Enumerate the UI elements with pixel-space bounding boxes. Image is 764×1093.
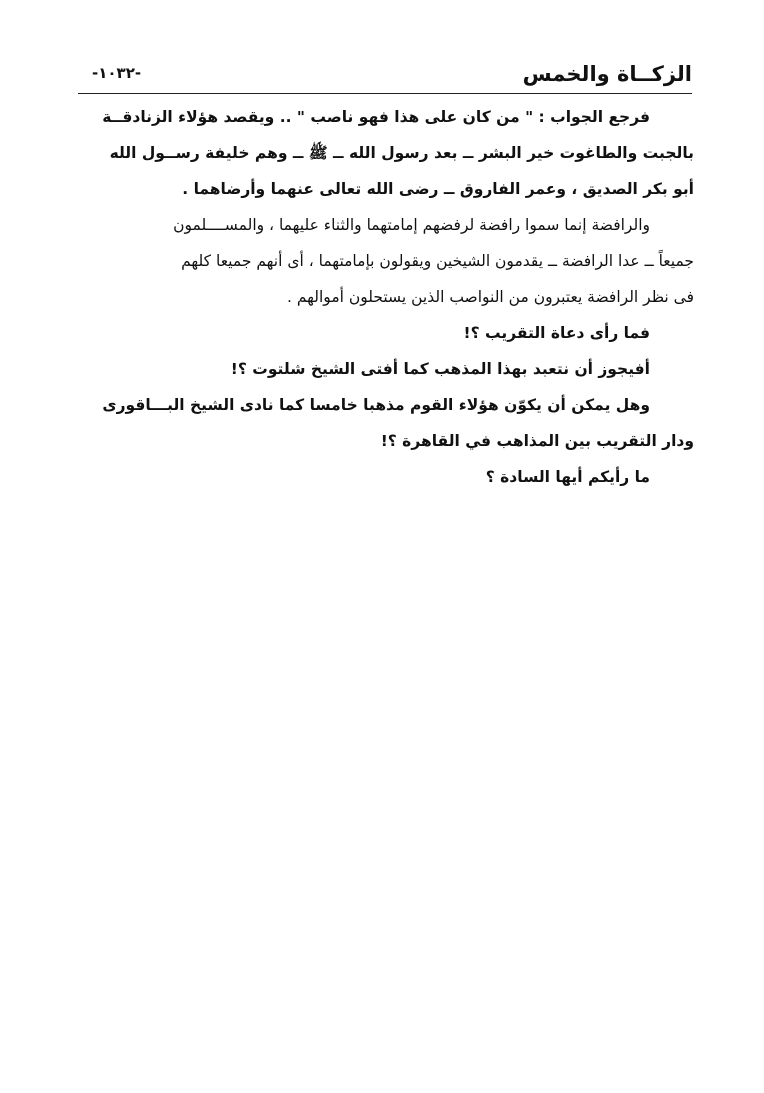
- text-line: فما رأى دعاة التقريب ؟!: [463, 324, 650, 342]
- header-rule: [78, 93, 692, 94]
- text-line: جميعاً ــ عدا الرافضة ــ يقدمون الشيخين ويقولون بإمامتهما ، أى أنهم جميعا كلهم: [181, 252, 694, 270]
- text-line: فرجع الجواب : " من كان على هذا فهو ناصب " .. ويقصد هؤلاء الزنادقــة: [102, 108, 650, 126]
- header-title: الزكــاة والخمس: [522, 62, 692, 86]
- text-line: ما رأيكم أيها السادة ؟: [485, 468, 650, 486]
- text-line: والرافضة إنما سموا رافضة لرفضهم إمامتهما والثناء عليهما ، والمســــلمون: [173, 216, 650, 234]
- body-text: [74, 99, 694, 495]
- page-header: [78, 58, 692, 92]
- text-line: ودار التقريب بين المذاهب في القاهرة ؟!: [380, 432, 694, 450]
- text-line: فى نظر الرافضة يعتبرون من النواصب الذين يستحلون أموالهم .: [286, 288, 694, 306]
- text-line: وهل يمكن أن يكوّن هؤلاء القوم مذهبا خامسا كما نادى الشيخ البـــاقورى: [102, 396, 650, 414]
- page-number: -١٠٣٢-: [92, 64, 142, 82]
- text-line: بالجبت والطاغوت خير البشر ــ بعد رسول الله ــ ﷺ ــ وهم خليفة رســول الله: [109, 144, 694, 162]
- text-line: أفيجوز أن نتعبد بهذا المذهب كما أفتى الشيخ شلتوت ؟!: [230, 360, 650, 378]
- text-line: أبو بكر الصديق ، وعمر الفاروق ــ رضى الله تعالى عنهما وأرضاهما .: [182, 180, 694, 198]
